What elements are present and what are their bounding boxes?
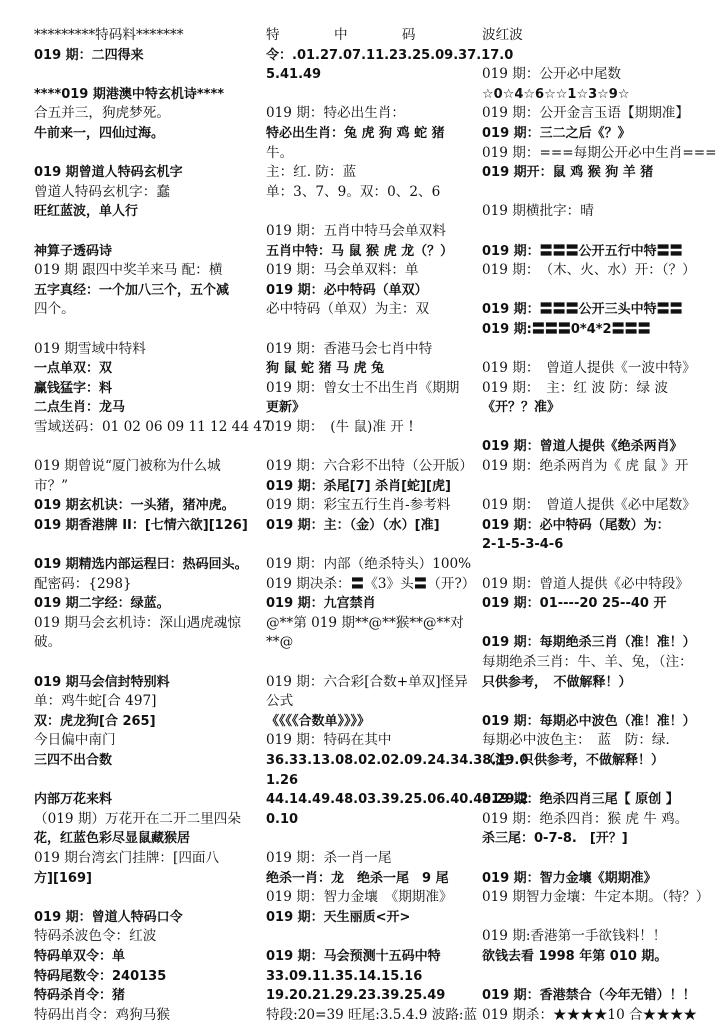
text-line: 欲钱去看 1998 年第 010 期。 (482, 948, 668, 964)
text-line: 019 期：内部（绝杀特头）100% (266, 556, 472, 573)
blank-line (482, 967, 710, 987)
blank-line (266, 927, 480, 947)
text-line: 特 中 码 (266, 27, 416, 43)
text-line: 特码尾数令：240135 (34, 968, 167, 984)
blank-line (482, 477, 710, 497)
text-line: 内部万花来料 (34, 792, 113, 808)
text-line: 市？” (34, 477, 69, 494)
text-line: 019 期：智力金壤《期期准》 (482, 870, 657, 886)
blank-line (266, 535, 480, 555)
text-line: 5.41.49 (266, 67, 322, 83)
text-line: 019 期：特必出生肖： (266, 105, 406, 122)
text-line: 旺红蓝波，单人行 (34, 204, 139, 220)
text-line: 单：鸡牛蛇[合 497] (34, 693, 157, 710)
text-line: 0.10 (266, 811, 299, 827)
text-line: 方][169] (34, 870, 92, 886)
text-line: 019 期：必中特码（尾数）为： (482, 517, 670, 533)
text-line: 令：.01.27.07.11.23.25.09.37.17.0 (266, 47, 514, 63)
text-line: 019 期： 曾道人提供《必中尾数》 (482, 497, 696, 514)
text-line: 牛前来一，四仙过海。 (34, 125, 165, 141)
text-line: 019 期：绝杀四肖三尾【 原创 】 (482, 792, 679, 808)
text-line: 33.09.11.35.14.15.16 (266, 968, 423, 984)
text-line: 019 期杀：★★★★10 合★★★★ (482, 1006, 698, 1023)
blank-line (34, 888, 260, 908)
text-line: 019 期：杀一肖一尾 (266, 849, 392, 866)
text-line: 特码杀肖令：猪 (34, 988, 126, 1004)
blank-line (482, 418, 710, 438)
text-line: 019 期：绝杀两肖为《 虎 鼠 》开 (482, 458, 689, 475)
text-line: 019 期：曾女士不出生肖《期期 (266, 379, 460, 396)
text-line: 赢钱猛字：料 (34, 380, 113, 396)
text-line: *********特码料******* (34, 27, 184, 43)
text-line: 019 期：智力金壤 《期期准》 (266, 889, 453, 906)
blank-line (482, 849, 710, 869)
text-line: 019 期:香港第一手欲钱料！！ (482, 928, 667, 945)
text-line: 019 期台湾玄门挂牌：[四面八 (34, 849, 220, 866)
text-line: 019 期精选内部运程曰：热码回头。 (34, 557, 248, 573)
text-line: （注：只供参考，不做解释！） (482, 752, 665, 768)
text-line: 019 期：曾道人提供《绝杀两肖》 (482, 439, 683, 455)
text-line: 双：虎龙狗[合 265] (34, 713, 156, 729)
text-line: 019 期： （木、火、水）开：（？） (482, 262, 696, 279)
text-line: 019 期决杀：〓《3》头〓（开?） (266, 575, 476, 592)
column-right (482, 26, 717, 1025)
text-line: 花，红蓝色彩尽显鼠藏猴居 (34, 831, 191, 847)
text-line: 神算子透码诗 (34, 243, 113, 259)
blank-line (482, 222, 710, 242)
text-line: 波红波 (482, 27, 523, 43)
text-line: 雪域送码：01 02 06 09 11 12 44 47 (34, 418, 271, 435)
text-line: 19.20.21.29.23.39.25.49 (266, 988, 446, 1004)
text-line: 019 期：每期必中波色（准！准！） (482, 713, 696, 729)
text-line: 019 期：天生丽质<开> (266, 909, 411, 925)
text-line: 019 期：五肖中特马会单双料 (266, 222, 446, 239)
text-line: 五肖中特：马 鼠 猴 虎 龙（？） (266, 243, 454, 259)
blank-line (482, 908, 710, 928)
text-line: 牛。 (266, 144, 294, 161)
text-line: 019 期：六合彩[合数+单双]怪异 (266, 673, 468, 690)
text-line: 特段:20=39 旺尾:3.5.4.9 波路:蓝 (266, 1006, 478, 1023)
blank-line (482, 771, 710, 791)
text-line: 019 期：六合彩不出特（公开版） (266, 458, 473, 475)
text-line: 019 期：曾道人特码口令 (34, 909, 183, 925)
text-line: 合五并三，狗虎梦死。 (34, 105, 170, 122)
text-line: 019 期：曾道人提供《必中特段》 (482, 575, 689, 592)
blank-line (266, 653, 480, 673)
text-line: ☆0☆4☆6☆☆1☆3☆9☆ (482, 86, 630, 102)
blank-line (482, 183, 710, 203)
text-line: 019 期：〓〓〓公开三头中特〓〓 (482, 302, 683, 318)
text-line: 019 期：〓〓〓公开五行中特〓〓 (482, 243, 683, 259)
text-line: 《开？？准》 (482, 400, 561, 416)
text-line: 二点生肖：龙马 (34, 400, 126, 416)
text-line: 019 期开：鼠 鸡 猴 狗 羊 猪 (482, 165, 654, 181)
blank-line (34, 437, 260, 457)
text-line: 019 期：马会单双料：单 (266, 262, 419, 279)
text-line: 更新》 (266, 400, 306, 416)
text-line: 每期绝杀三肖：牛、羊、兔，（注： (482, 654, 693, 670)
text-line: 绝杀一肖：龙 绝杀一尾 9 尾 (266, 870, 449, 886)
text-line: 必中特码（单双）为主：双 (266, 301, 430, 318)
text-line: 019 期曾说“厦门被称为什么城 (34, 458, 221, 475)
blank-line (266, 829, 480, 849)
text-line: 特码出肖令：鸡狗马猴 (34, 1006, 170, 1023)
text-line: 019 期：公开金言玉语【期期准】 (482, 105, 689, 122)
text-line: 019 期：===每期公开必中生肖=== (482, 144, 717, 161)
text-line: 019 期：香港禁合（今年无错）！！ (482, 988, 696, 1004)
text-line: 公式 (266, 693, 294, 710)
text-line: 019 期马会信封特别料 (34, 674, 170, 690)
text-line: 五字真经：一个加八三个，五个减 (34, 282, 230, 298)
text-line: 019 期 跟四中奖羊来马 配：横 (34, 262, 223, 279)
text-line: （019 期）万花开在二开二里四朵 (34, 810, 241, 827)
text-line: 特码杀波色令：红波 (34, 928, 157, 945)
text-line: 019 期二字经：绿蓝。 (34, 596, 170, 612)
blank-line (482, 692, 710, 712)
text-line: 019 期：彩宝五行生肖-参考料 (266, 497, 451, 514)
text-line: 特码单双令：单 (34, 948, 126, 964)
text-line: 019 期智力金壤：牛定本期。（特？） (482, 889, 710, 906)
text-line: 只供参考， 不做解释！） (482, 674, 632, 690)
text-line: 019 期： (牛 鼠)准 开 ! (266, 418, 414, 435)
blank-line (266, 437, 480, 457)
text-line: 1.26 (266, 772, 299, 788)
text-line: 单：3、7、9。双：0、2、6 (266, 183, 441, 200)
blank-line (34, 65, 260, 85)
text-line: 019 期：杀尾[7] 杀肖[蛇][虎] (266, 478, 451, 494)
text-line: 44.14.49.48.03.39.25.06.40.43.29.2 (266, 792, 529, 808)
text-line: 019 期雪域中特料 (34, 340, 146, 357)
text-line: 019 期：01----20 25--40 开 (482, 596, 667, 612)
blank-line (34, 222, 260, 242)
blank-line (266, 202, 480, 222)
text-line: 019 期：香港马会七肖中特 (266, 340, 433, 357)
text-line: 2-1-5-3-4-6 (482, 537, 564, 553)
text-line: 每期必中波色主： 蓝 防：绿． (482, 732, 680, 749)
blank-line (482, 281, 710, 301)
text-line: 019 期马会玄机诗：深山遇虎魂惊 (34, 614, 241, 631)
text-line: 019 期：马会预测十五码中特 (266, 948, 441, 964)
text-line: 今日偏中南门 (34, 732, 116, 749)
text-line: 019 期曾道人特码玄机字 (34, 165, 183, 181)
text-line: **@ (266, 634, 294, 651)
text-line: 狗 鼠 蛇 猪 马 虎 兔 (266, 361, 385, 377)
column-left (34, 26, 271, 1025)
text-line: 三四不出合数 (34, 752, 113, 768)
text-line: 特必出生肖：兔 虎 狗 鸡 蛇 猪 (266, 125, 445, 141)
text-line: 一点单双：双 (34, 361, 113, 377)
text-line: 四个。 (34, 301, 75, 318)
text-line: 36.33.13.08.02.02.09.24.34.38.19.0 (266, 752, 529, 768)
text-line: 019 期：三二之后《？》 (482, 125, 631, 141)
text-line: 019 期：特码在其中 (266, 732, 392, 749)
text-line: 019 期：每期绝杀三肖（准！准！） (482, 635, 696, 651)
text-line: 主：红. 防：蓝 (266, 164, 357, 181)
text-line: 破。 (34, 634, 62, 651)
text-line: 《《《《合数单》》》》 (266, 713, 371, 729)
text-line: 019 期：九宫禁肖 (266, 596, 376, 612)
text-line: 019 期：二四得来 (34, 47, 144, 63)
blank-line (34, 320, 260, 340)
text-line: 019 期：主：（金）（水）[准] (266, 517, 440, 533)
blank-line (482, 614, 710, 634)
text-line: 配密码：{298} (34, 575, 132, 592)
blank-line (266, 85, 480, 105)
text-line: 019 期香港牌 II：[七情六欲][126] (34, 517, 248, 533)
text-line: @**第 019 期**@**猴**@**对 (266, 614, 464, 631)
blank-line (34, 771, 260, 791)
blank-line (482, 46, 710, 66)
blank-line (482, 340, 710, 360)
text-line: ****019 期港澳中特玄机诗**** (34, 86, 225, 102)
text-line: 019 期玄机诀：一头猪，猪冲虎。 (34, 498, 235, 514)
text-line: 019 期：必中特码（单双） (266, 282, 428, 298)
text-line: 019 期横批字：晴 (482, 203, 594, 220)
text-line: 019 期：绝杀四肖：猴 虎 牛 鸡。 (482, 810, 689, 827)
text-line: 杀三尾：0-7-8. [开？] (482, 831, 628, 847)
text-line: 019 期：公开必中尾数 (482, 66, 622, 83)
blank-line (266, 320, 480, 340)
text-line: 曾道人特码玄机字：蠢 (34, 183, 170, 200)
text-line: 019 期:〓〓〓0*4*2〓〓〓 (482, 321, 651, 337)
blank-line (482, 555, 710, 575)
text-line: 019 期： 主：红 波 防：绿 波 (482, 379, 668, 396)
blank-line (34, 535, 260, 555)
blank-line (34, 653, 260, 673)
blank-line (34, 144, 260, 164)
text-line: 019 期： 曾道人提供《一波中特》 (482, 360, 696, 377)
